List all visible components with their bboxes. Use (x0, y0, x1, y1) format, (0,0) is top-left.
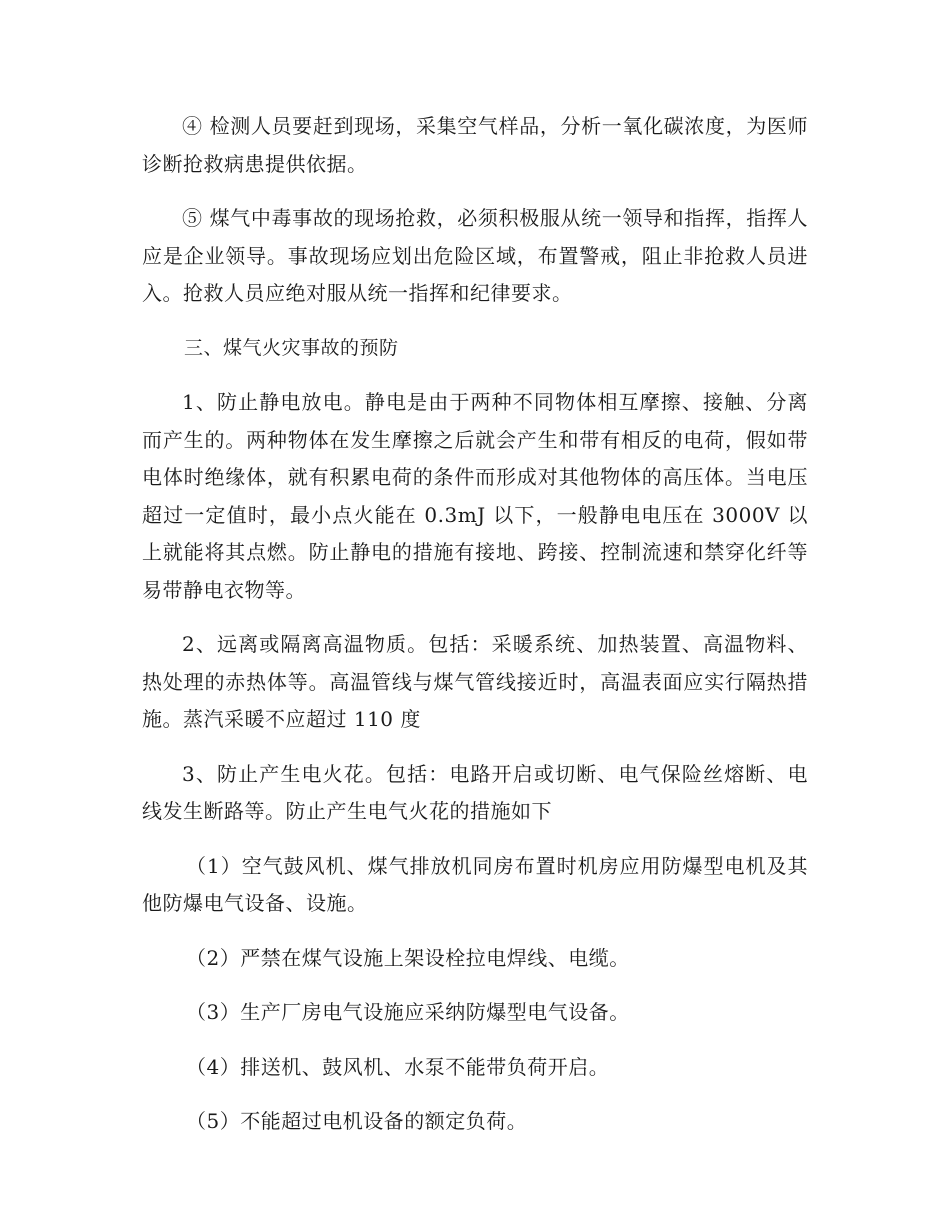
paragraph-static-discharge: 1、防止静电放电。静电是由于两种不同物体相互摩擦、接触、分离而产生的。两种物体在发生摩擦之后就会产生和带有相反的电荷，假如带电体时绝缘体，就有积累电荷的条件而形成对其他物体的高压体。当电压超过一定值时，最小点火能在 0.3mJ 以下，一般静电电压在 3000V 以上就能将其点燃。防止静电的措施有接地、跨接、控制流速和禁穿化纤等易带静电衣物等。 (142, 390, 808, 602)
list-item-5: （5）不能超过电机设备的额定负荷。 (186, 1109, 528, 1133)
list-item-4: （4）排送机、鼓风机、水泵不能带负荷开启。 (186, 1054, 610, 1079)
paragraph-high-temperature: 2、远离或隔离高温物质。包括：采暖系统、加热装置、高温物料、热处理的赤热体等。高温管线与煤气管线接近时，高温表面应实行隔热措施。蒸汽采暖不应超过 110 度 (142, 632, 808, 731)
paragraph-item-5-rescue-command: ⑤ 煤气中毒事故的现场抢救，必须积极服从统一领导和指挥，指挥人应是企业领导。事故现场应划出危险区域，布置警戒，阻止非抢救人员进入。抢救人员应绝对服从统一指挥和纪律要求。 (142, 206, 808, 305)
document-page (142, 108, 808, 1158)
paragraph-item-4-gas-sampling: ④ 检测人员要赶到现场，采集空气样品，分析一氧化碳浓度，为医师诊断抢救病患提供依据。 (142, 114, 808, 176)
list-item-2: （2）严禁在煤气设施上架设栓拉电焊线、电缆。 (186, 945, 630, 970)
section-heading-fire-prevention: 三、煤气火灾事故的预防 (184, 336, 399, 359)
paragraph-electric-sparks: 3、防止产生电火花。包括：电路开启或切断、电气保险丝熔断、电线发生断路等。防止产生电气火花的措施如下 (142, 761, 808, 823)
list-item-3: （3）生产厂房电气设施应采纳防爆型电气设备。 (186, 1000, 630, 1024)
list-item-1: （1）空气鼓风机、煤气排放机同房布置时机房应用防爆型电机及其他防爆电气设备、设施。 (142, 853, 808, 915)
